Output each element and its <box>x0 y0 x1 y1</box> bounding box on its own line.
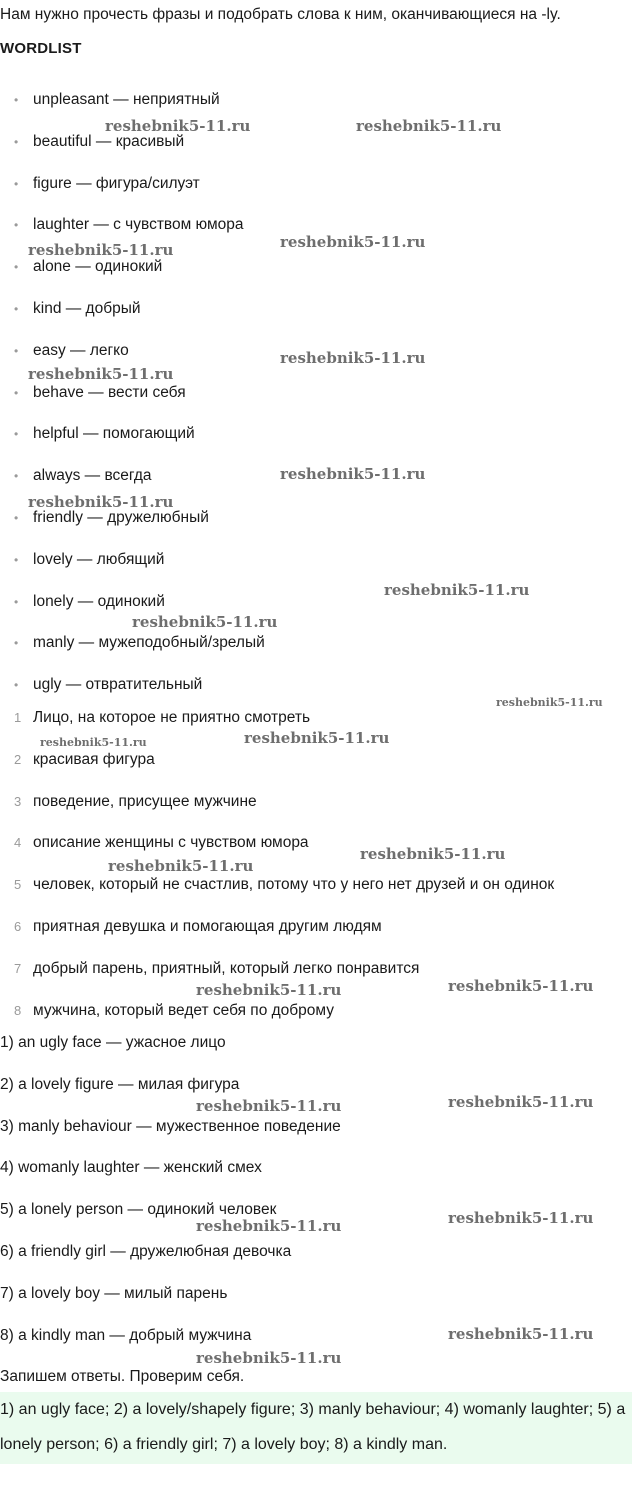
phrase-text: Лицо, на которое не приятно смотреть <box>33 709 311 726</box>
watermark: reshebnik5-11.ru <box>40 736 147 749</box>
watermark: reshebnik5-11.ru <box>132 613 278 631</box>
watermark: reshebnik5-11.ru <box>28 365 174 383</box>
watermark: reshebnik5-11.ru <box>496 696 603 709</box>
watermark: reshebnik5-11.ru <box>196 981 342 999</box>
phrase-number: 4 <box>14 835 22 851</box>
phrase-text: поведение, присущее мужчине <box>33 792 257 810</box>
wordlist-item: • easy — легко <box>0 341 265 383</box>
watermark: reshebnik5-11.ru <box>196 1217 342 1235</box>
wordlist-item: • ugly — отвратительный <box>0 675 265 717</box>
watermark: reshebnik5-11.ru <box>280 233 426 251</box>
phrase-number: 6 <box>14 918 22 934</box>
watermark: reshebnik5-11.ru <box>196 1097 342 1115</box>
answer-item: 7) a lovely boy — милый парень <box>0 1284 228 1302</box>
final-answer-box <box>0 1392 632 1464</box>
phrase-number: 2 <box>14 751 22 767</box>
wordlist-item: • kind — добрый <box>0 299 265 341</box>
answer-item: 3) manly behaviour — мужественное поведение <box>0 1117 341 1135</box>
phrase-item <box>0 875 554 917</box>
final-answer-text: 1) an ugly face; 2) a lovely/shapely figure; 3) manly behaviour; 4) womanly laughter; 5) a lonely person; 6) a friendly girl; 7) a lovely boy; 8) a kindly man. <box>0 1401 626 1453</box>
answer-item: 4) womanly laughter — женский смех <box>0 1159 262 1177</box>
phrase-text: человек, который не счастлив, потому что у него нет друзей и он одинок <box>33 876 555 894</box>
answer-item: 1) an ugly face — ужасное лицо <box>0 1034 226 1051</box>
wordlist-item: • behave — вести себя <box>0 383 265 425</box>
phrase-item <box>0 750 554 792</box>
watermark: reshebnik5-11.ru <box>356 117 502 135</box>
watermark: reshebnik5-11.ru <box>280 349 426 367</box>
answer-list <box>0 1033 341 1367</box>
intro-text: Нам нужно прочесть фразы и подобрать слова к ним, оканчивающиеся на -ly. <box>0 6 561 23</box>
wordlist-item: • lonely — одинокий <box>0 592 265 634</box>
phrase-number: 5 <box>14 877 22 893</box>
watermark: reshebnik5-11.ru <box>384 581 530 599</box>
watermark: reshebnik5-11.ru <box>448 1093 594 1111</box>
watermark: reshebnik5-11.ru <box>108 857 254 875</box>
phrase-number: 3 <box>14 793 22 809</box>
watermark: reshebnik5-11.ru <box>196 1349 342 1367</box>
phrase-text: описание женщины с чувством юмора <box>33 834 309 852</box>
watermark: reshebnik5-11.ru <box>105 117 251 135</box>
wordlist-item: • alone — одинокий <box>0 257 265 299</box>
phrase-text: приятная девушка и помогающая другим людям <box>33 917 382 935</box>
watermark: reshebnik5-11.ru <box>360 845 506 863</box>
wordlist-item: • always — всегда <box>0 466 265 508</box>
wordlist-heading: WORDLIST <box>0 40 82 57</box>
wordlist-item: • laughter — с чувством юмора <box>0 215 265 257</box>
watermark: reshebnik5-11.ru <box>448 1209 594 1227</box>
watermark: reshebnik5-11.ru <box>28 493 174 511</box>
wordlist-item: • friendly — дружелюбный <box>0 508 265 550</box>
wordlist-item: • beautiful — красивый <box>0 132 265 174</box>
answer-item: 2) a lovely figure — милая фигура <box>0 1075 240 1093</box>
phrase-text: красивая фигура <box>33 750 155 768</box>
phrase-number: 1 <box>14 710 22 725</box>
phrase-item <box>0 917 554 959</box>
wordlist-item: • helpful — помогающий <box>0 424 265 466</box>
check-text: Запишем ответы. Проверим себя. <box>0 1368 245 1385</box>
wordlist-item: • unpleasant — неприятный <box>0 90 265 132</box>
wordlist-item: • figure — фигура/силуэт <box>0 174 265 216</box>
watermark: reshebnik5-11.ru <box>28 241 174 259</box>
watermark: reshebnik5-11.ru <box>244 729 390 747</box>
answer-item: 5) a lonely person — одинокий человек <box>0 1201 277 1219</box>
watermark: reshebnik5-11.ru <box>448 1325 594 1343</box>
phrase-text: мужчина, который ведет себя по доброму <box>33 1001 334 1019</box>
watermark: reshebnik5-11.ru <box>280 465 426 483</box>
phrase-number: 8 <box>14 1002 22 1018</box>
phrase-text: добрый парень, приятный, который легко понравится <box>33 959 420 977</box>
watermark: reshebnik5-11.ru <box>448 977 594 995</box>
wordlist-item: • manly — мужеподобный/зрелый <box>0 633 265 675</box>
wordlist-item: • lovely — любящий <box>0 550 265 592</box>
phrase-number: 7 <box>14 960 22 976</box>
phrase-item <box>0 792 554 834</box>
answer-item: 6) a friendly girl — дружелюбная девочка <box>0 1242 292 1260</box>
answer-item: 8) a kindly man — добрый мужчина <box>0 1326 252 1344</box>
